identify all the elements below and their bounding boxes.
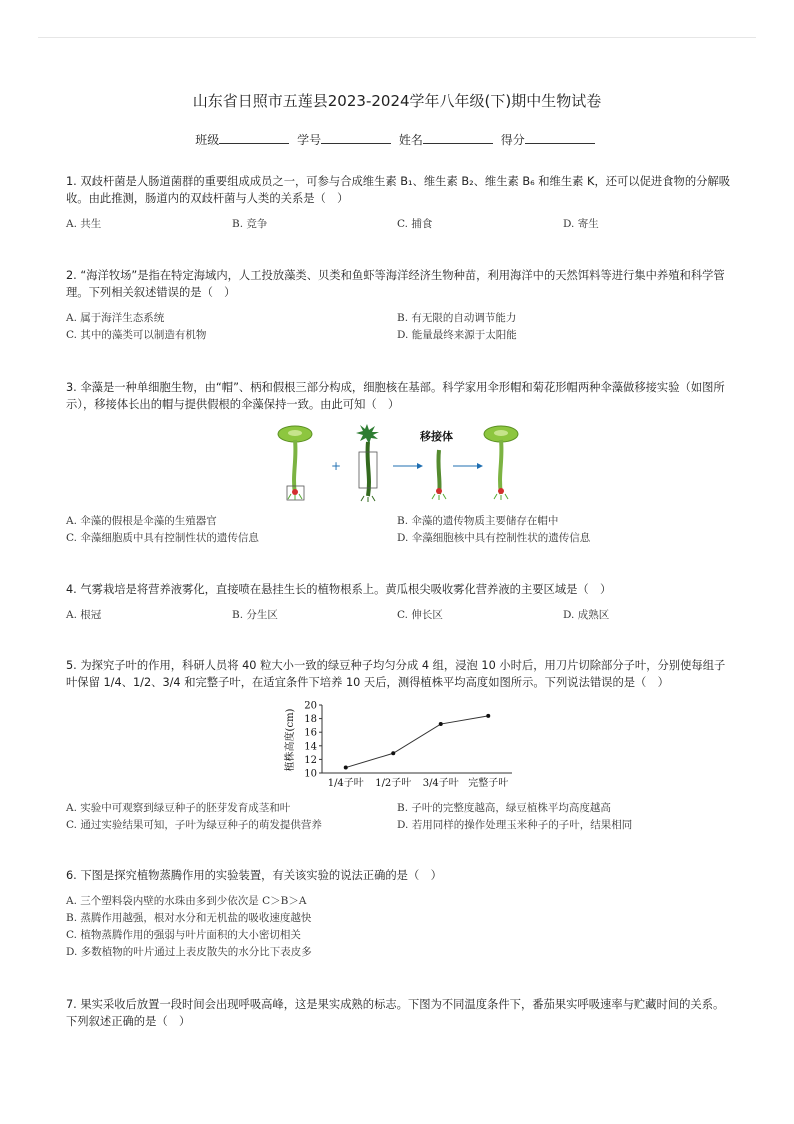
y-tick-label: 10 — [304, 768, 317, 780]
question-2-stem: 2. “海洋牧场”是指在特定海域内，人工投放藻类、贝类和鱼虾等海洋经济生物种苗，利用海洋中的天然饵料等进行集中养殖和科学管理。下列相关叙述错误的是（ ） — [66, 269, 725, 299]
x-tick-label: 1/2子叶 — [375, 778, 412, 789]
grafted-stalk — [432, 450, 446, 500]
q1-option-a[interactable]: A. 共生 — [66, 218, 102, 230]
q6-option-c[interactable]: C. 植物蒸腾作用的强弱与叶片面积的大小密切相关 — [66, 929, 301, 941]
page-top-rule — [38, 37, 756, 38]
question-6-stem: 6. 下图是探究植物蒸腾作用的实验装置，有关该实验的说法正确的是（ ） — [66, 869, 442, 882]
q4-option-c[interactable]: C. 伸长区 — [397, 609, 443, 621]
regenerated-umbrella-alga — [484, 426, 518, 500]
q6-option-a[interactable]: A. 三个塑料袋内壁的水珠由多到少依次是 C＞B＞A — [66, 895, 307, 907]
q1-option-c[interactable]: C. 捕食 — [397, 218, 433, 230]
q2-option-c[interactable]: C. 其中的藻类可以制造有机物 — [66, 329, 207, 341]
q4-option-b[interactable]: B. 分生区 — [232, 609, 278, 621]
q2-option-d[interactable]: D. 能量最终来源于太阳能 — [397, 329, 517, 341]
q4-option-d[interactable]: D. 成熟区 — [563, 609, 610, 621]
q2-option-a[interactable]: A. 属于海洋生态系统 — [66, 312, 165, 324]
q3-option-a[interactable]: A. 伞藻的假根是伞藻的生殖器官 — [66, 515, 217, 527]
question-7-stem: 7. 果实采收后放置一段时间会出现呼吸高峰，这是果实成熟的标志。下图为不同温度条件下，番茄果实呼吸速率与贮藏时间的关系。下列叙述正确的是（ ） — [66, 998, 725, 1028]
y-tick-label: 16 — [304, 727, 317, 739]
q6-option-d[interactable]: D. 多数植物的叶片通过上表皮散失的水分比下表皮多 — [66, 946, 312, 958]
y-tick-label: 14 — [304, 741, 317, 753]
data-point — [439, 722, 443, 726]
chart-y-axis-label: 植株高度(cm) — [285, 708, 296, 772]
y-tick-label: 20 — [304, 700, 317, 712]
name-label: 姓名 — [398, 133, 423, 147]
score-label: 得分 — [500, 133, 525, 147]
plant-height-line-chart — [280, 698, 520, 794]
exam-title: 山东省日照市五莲县2023-2024学年八年级(下)期中生物试卷 — [192, 92, 602, 110]
q5-option-b[interactable]: B. 子叶的完整度越高，绿豆植株平均高度越高 — [397, 802, 611, 814]
plus-sign: + — [331, 459, 342, 473]
class-label: 班级 — [195, 133, 220, 147]
q5-option-d[interactable]: D. 若用同样的操作处理玉米种子的子叶，结果相同 — [397, 819, 633, 831]
q5-option-a[interactable]: A. 实验中可观察到绿豆种子的胚芽发育成茎和叶 — [66, 802, 291, 814]
question-3-stem: 3. 伞藻是一种单细胞生物，由“帽”、柄和假根三部分构成，细胞核在基部。科学家用伞形帽和菊花形帽两种伞藻做移接实验（如图所示），移接体长出的帽与提供假根的伞藻保持一致。由此可知（ ） — [66, 381, 725, 411]
y-tick-label: 18 — [304, 714, 317, 726]
chrysanthemum-cap-alga — [356, 424, 379, 502]
grafted-body-label: 移接体 — [420, 430, 453, 443]
name-blank[interactable] — [423, 131, 493, 144]
data-point — [391, 751, 395, 755]
score-blank[interactable] — [525, 131, 595, 144]
question-5-stem: 5. 为探究子叶的作用，科研人员将 40 粒大小一致的绿豆种子均匀分成 4 组，浸泡 10 小时后，用刀片切除部分子叶，分别使每组子叶保留 1/4、1/2、3/4 和完整子叶，在适宜条件下培养 10 天后，测得植株平均高度如图所示。下列说法错误的是（ ） — [66, 659, 726, 689]
q5-option-c[interactable]: C. 通过实验结果可知，子叶为绿豆种子的萌发提供营养 — [66, 819, 322, 831]
q1-option-d[interactable]: D. 寄生 — [563, 218, 599, 230]
question-1-stem: 1. 双歧杆菌是人肠道菌群的重要组成成员之一，可参与合成维生素 B₁、维生素 B₂、维生素 B₆ 和维生素 K，还可以促进食物的分解吸收。由此推测，肠道内的双歧杆菌与人类的关系是（ ） — [66, 175, 731, 205]
q1-option-b[interactable]: B. 竞争 — [232, 218, 268, 230]
q4-option-a[interactable]: A. 根冠 — [66, 609, 102, 621]
q6-option-b[interactable]: B. 蒸腾作用越强，根对水分和无机盐的吸收速度越快 — [66, 912, 312, 924]
class-blank[interactable] — [219, 131, 289, 144]
q3-option-b[interactable]: B. 伞藻的遗传物质主要储存在帽中 — [397, 515, 559, 527]
question-4-stem: 4. 气雾栽培是将营养液雾化，直接喷在悬挂生长的植物根系上。黄瓜根尖吸收雾化营养液的主要区域是（ ） — [66, 583, 612, 596]
q3-option-c[interactable]: C. 伞藻细胞质中具有控制性状的遗传信息 — [66, 532, 259, 544]
q3-option-d[interactable]: D. 伞藻细胞核中具有控制性状的遗传信息 — [397, 532, 591, 544]
student-id-label: 学号 — [297, 133, 322, 147]
x-tick-label: 3/4子叶 — [422, 778, 459, 789]
umbrella-cap-alga — [278, 426, 312, 500]
student-info-line — [0, 131, 794, 148]
y-tick-label: 12 — [304, 754, 317, 766]
student-id-blank[interactable] — [321, 131, 391, 144]
umbrella-algae-grafting-figure — [265, 420, 535, 506]
data-point — [486, 714, 490, 718]
q2-option-b[interactable]: B. 有无限的自动调节能力 — [397, 312, 517, 324]
series-line — [346, 716, 489, 768]
data-point — [344, 766, 348, 770]
x-tick-label: 1/4子叶 — [327, 778, 364, 789]
x-tick-label: 完整子叶 — [468, 778, 509, 789]
